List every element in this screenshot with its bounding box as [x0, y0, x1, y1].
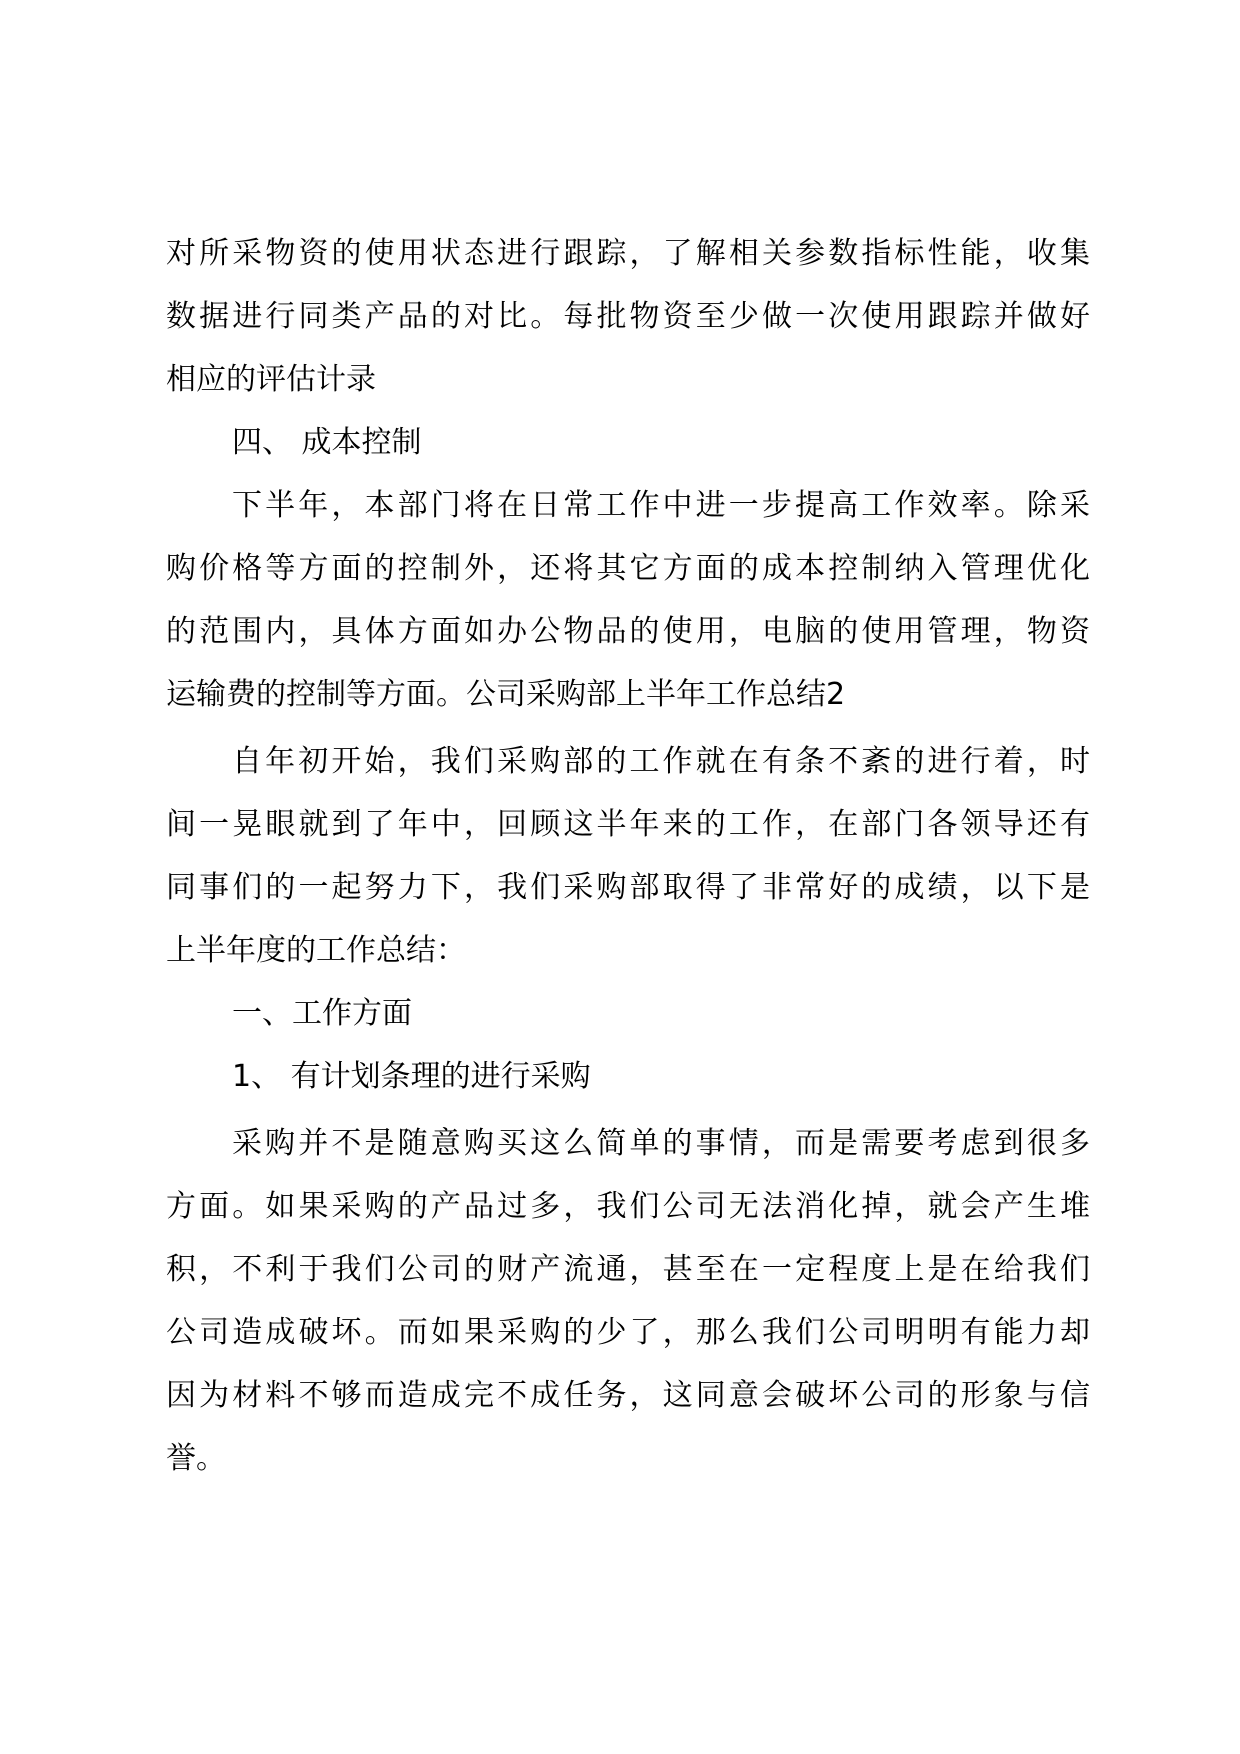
- text-line: 采购并不是随意购买这么简单的事情，而是需要考虑到很多: [232, 1126, 1090, 1161]
- heading-cost-control: [166, 411, 1090, 474]
- text-line: 同事们的一起努力下，我们采购部取得了非常好的成绩，以下是: [166, 870, 1090, 905]
- heading-planned-purchasing: [166, 1045, 1090, 1108]
- paragraph-usage-tracking: [166, 222, 1090, 411]
- text-line: 数据进行同类产品的对比。每批物资至少做一次使用跟踪并做好: [166, 299, 1090, 334]
- text-line: 对所采物资的使用状态进行跟踪，了解相关参数指标性能，收集: [166, 236, 1090, 271]
- subsection-heading: 1、 有计划条理的进行采购: [232, 1059, 591, 1094]
- document-body: [166, 222, 1090, 1490]
- text-line: 因为材料不够而造成完不成任务，这同意会破坏公司的形象与信: [166, 1378, 1090, 1413]
- paragraph-purchasing-considerations: [166, 1112, 1090, 1490]
- text-line: 相应的评估计录: [166, 362, 376, 397]
- text-line: 下半年，本部门将在日常工作中进一步提高工作效率。除采: [232, 488, 1090, 523]
- text-line: 间一晃眼就到了年中，回顾这半年来的工作，在部门各领导还有: [166, 807, 1090, 842]
- heading-work-aspects: [166, 982, 1090, 1045]
- text-line: 的范围内，具体方面如办公物品的使用，电脑的使用管理，物资: [166, 614, 1090, 649]
- text-line: 公司造成破坏。而如果采购的少了，那么我们公司明明有能力却: [166, 1315, 1090, 1350]
- text-line: 积，不利于我们公司的财产流通，甚至在一定程度上是在给我们: [166, 1252, 1090, 1287]
- text-line: 运输费的控制等方面。公司采购部上半年工作总结2: [166, 677, 846, 712]
- text-line: 自年初开始，我们采购部的工作就在有条不紊的进行着，时: [232, 744, 1090, 779]
- text-line: 方面。如果采购的产品过多，我们公司无法消化掉，就会产生堆: [166, 1189, 1090, 1224]
- section-heading: 一、工作方面: [232, 996, 412, 1031]
- text-line: 上半年度的工作总结：: [166, 933, 466, 968]
- text-line: 誉。: [166, 1441, 226, 1476]
- paragraph-summary-intro: [166, 730, 1090, 982]
- text-line: 购价格等方面的控制外，还将其它方面的成本控制纳入管理优化: [166, 551, 1090, 586]
- paragraph-second-half-plan: [166, 474, 1090, 726]
- section-heading: 四、 成本控制: [232, 425, 422, 460]
